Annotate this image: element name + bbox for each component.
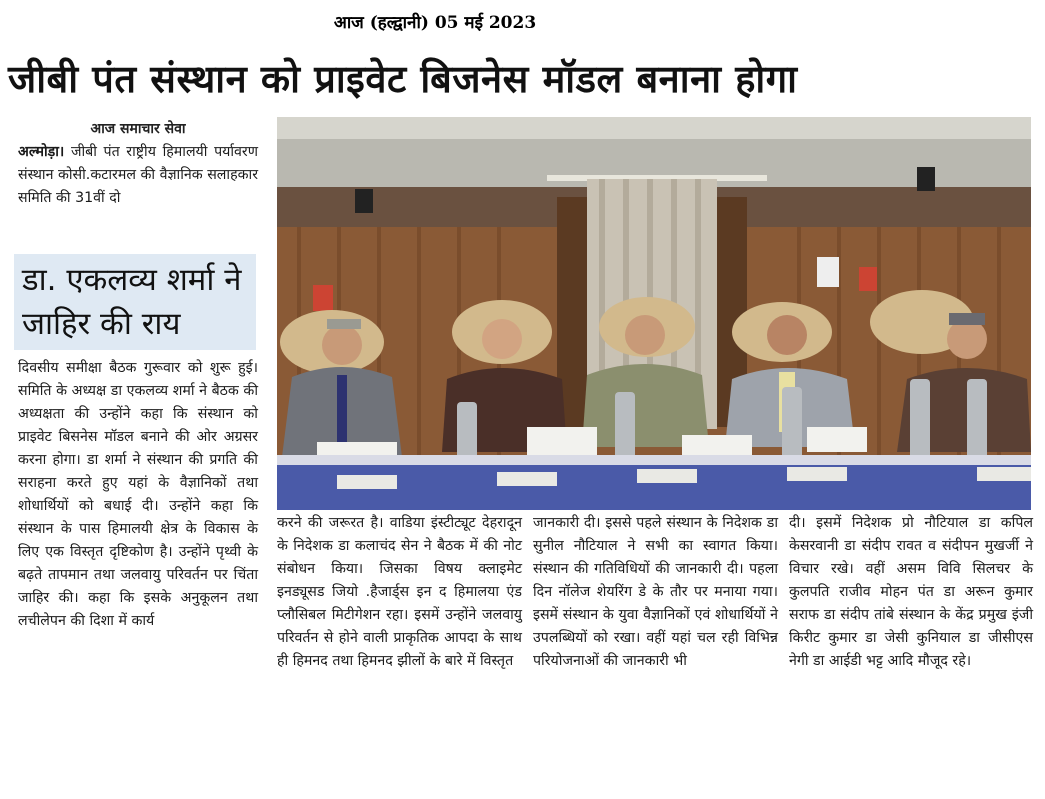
dateline: अल्मोड़ा। <box>18 144 65 160</box>
article-column-2 <box>277 512 522 673</box>
article-column-3 <box>533 512 778 673</box>
meeting-photo <box>277 117 1031 510</box>
subheadline: डा. एकलव्य शर्मा ने जाहिर की राय <box>22 262 242 342</box>
article-text-3: जानकारी दी। इससे पहले संस्थान के निदेशक डा सुनील नौटियाल ने सभी का स्वागत किया। संस्थान की गतिविधियों की जानकारी दी। पहला दिन नॉलेज शेयरिंग डे के तौर पर मनाया गया। इसमें संस्थान के युवा वैज्ञानिकों एवं शोधार्थियों ने उपलब्धियों को रखा। वहीं यहां चल रही विभिन्न परियोजनाओं की जानकारी भी <box>533 515 778 669</box>
subheadline-box <box>14 254 256 350</box>
article-column-1-bottom <box>18 357 258 633</box>
article-text-1-bottom: दिवसीय समीक्षा बैठक गुरूवार को शुरू हुई। समिति के अध्यक्ष डा एकलव्य शर्मा ने बैठक की अध्यक्षता की उन्होंने कहा कि संस्थान को प्राइवेट बिसनेस मॉडल बनाने की ओर अग्रसर करना होगा। डा शर्मा ने संस्थान की प्रगति की सराहना करते हुए यहां के वैज्ञानिकों तथा शोधार्थियों को बधाई दी। उन्होंने कहा कि संस्थान के पास हिमालयी क्षेत्र के विकास के लिए एक विस्तृत दृष्टिकोण है। उन्होंने पृथ्वी के बढ़ते तापमान तथा जलवायु परिवर्तन पर चिंता जाहिर की। कहा कि इसके अनुकूलन तथा लचीलेपन की दिशा में कार्य <box>18 360 258 629</box>
article-column-1-top <box>18 141 258 210</box>
article-text-4: दी। इसमें निदेशक प्रो नौटियाल डा कपिल केसरवानी डा संदीप रावत व संदीपन मुखर्जी ने विचार रखे। वहीं असम विवि सिलचर के कुलपति राजीव मोहन पंत डा अरून कुमार सराफ डा संदीप तांबे संस्थान के केंद्र प्रमुख इंजी किरीट कुमार डा जेसी कुनियाल डा जीसीएस नेगी डा आईडी भट्ट आदि मौजूद रहे। <box>789 515 1033 669</box>
news-agency-credit: आज समाचार सेवा <box>90 121 186 137</box>
headline: जीबी पंत संस्थान को प्राइवेट बिजनेस मॉडल बनाना होगा <box>8 57 798 101</box>
newspaper-source-date: आज (हल्द्वानी) 05 मई 2023 <box>333 13 537 33</box>
article-column-4 <box>789 512 1033 673</box>
article-text-1-top: जीबी पंत राष्ट्रीय हिमालयी पर्यावरण संस्थान कोसी.कटारमल की वैज्ञानिक सलाहकार समिति की 31वीं दो <box>18 144 258 206</box>
article-text-2: करने की जरूरत है। वाडिया इंस्टीट्यूट देहरादून के निदेशक डा कलाचंद सेन ने बैठक में की नोट संबोधन किया। जिसका विषय क्लाइमेट इनड्यूसड जियो .हैजार्ड्स इन द हिमालया एंड प्लौसिबल मिटीगेशन रहा। इसमें उन्होंने जलवायु परिवर्तन से होने वाली प्राकृतिक आपदा के साथ ही हिमनद तथा हिमनद झीलों के बारे में विस्तृत <box>277 515 522 669</box>
